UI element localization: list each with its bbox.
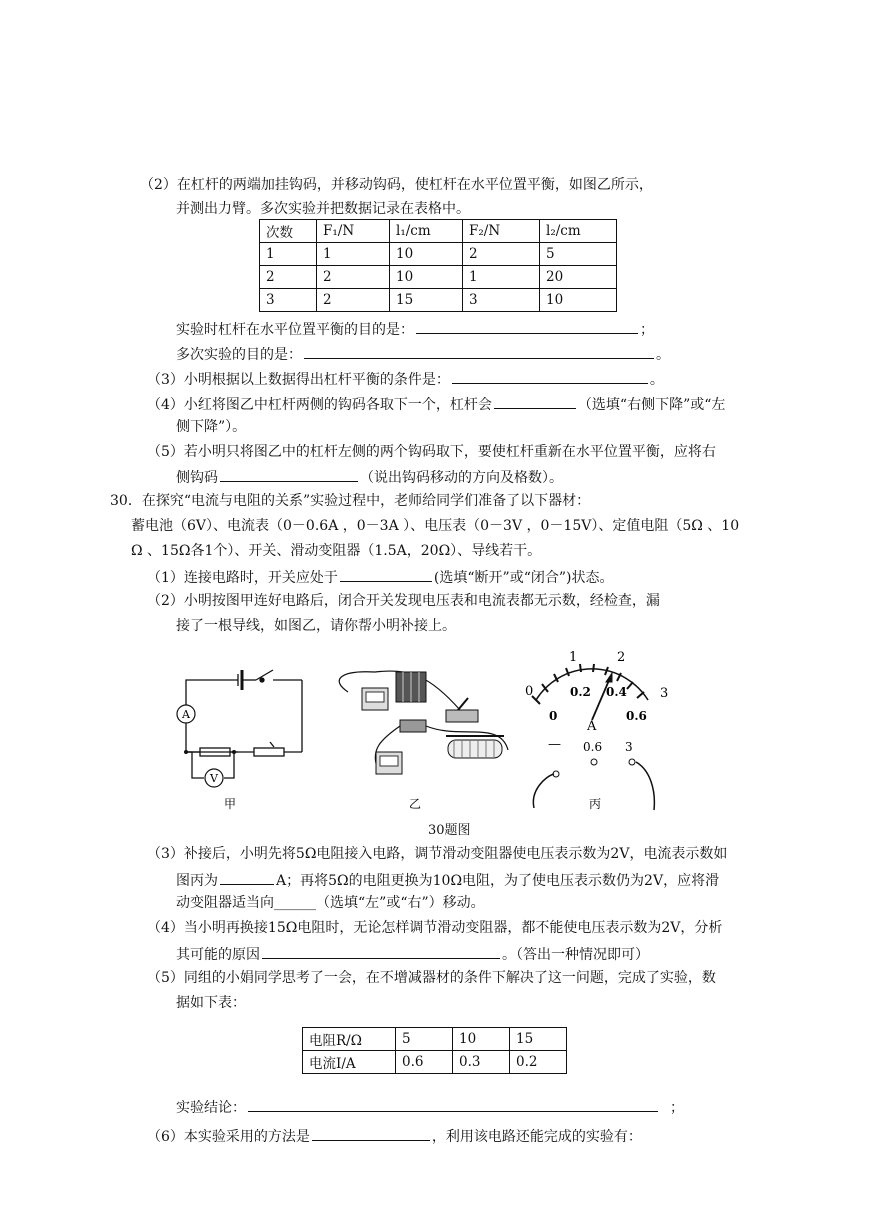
table-cell: 0.3 [453,1051,510,1074]
dial-top-scale-1: 1 [569,650,578,665]
table-cell: 10 [453,1028,510,1051]
table-header-cell: F₂/N [463,220,540,243]
table-cell: 10 [540,289,617,312]
q30-conclusion-label: 实验结论： [176,1100,246,1116]
punctuation: 。 [656,347,670,363]
q30-part6-text: （6）本实验采用的方法是 [147,1129,310,1145]
q29-part4-text: （选填“右侧下降”或“左 [577,397,726,413]
table-row [303,1051,567,1074]
junction-dot [184,750,188,754]
answer-blank[interactable] [248,1097,658,1112]
table-cell: 15 [390,289,463,312]
answer-blank[interactable] [220,870,274,885]
q29-part5-text: 侧钩码 [176,470,218,486]
table-row [260,243,617,266]
table-cell: 2 [463,243,540,266]
q30-part4-text: 。（答出一种情况即可） [502,947,649,963]
fig-label-bing: 丙 [588,797,602,811]
table-cell: 0.2 [510,1051,567,1074]
q29-part4-line2: 侧下降”）。 [176,419,247,435]
q30-part3-line1: （3）补接后，小明先将5Ω电阻接入电路，调节滑动变阻器使电压表示数为2V，电流表示数如 [147,846,728,862]
table-cell: 10 [390,266,463,289]
q29-aim-multi-label: 多次实验的目的是： [176,347,302,363]
q30-part4-text: 其可能的原因 [176,947,260,963]
q30-part4-line1: （4）当小明再换接15Ω电阻时，无论怎样调节滑动变阻器，都不能使电压表示数为2V，分析 [147,920,723,936]
table-cell: 电阻R/Ω [303,1028,396,1051]
q29-part2-line1: （2）在杠杆的两端加挂钩码，并移动钩码，使杠杆在水平位置平衡，如图乙所示， [140,177,653,193]
table-cell: 3 [463,289,540,312]
dial-top-scale-3: 3 [660,686,669,701]
table-cell: 20 [540,266,617,289]
answer-blank[interactable] [312,1126,430,1141]
table-cell: 2 [260,266,317,289]
table-header-cell: l₂/cm [540,220,617,243]
answer-blank[interactable] [304,344,654,359]
lever-data-table [259,219,617,312]
table-cell: 1 [463,266,540,289]
q30-part2-line2: 接了一根导线，如图乙，请你帮小明补接上。 [176,618,456,634]
q30-part1-text: (选填“断开”或“闭合”)状态。 [433,570,614,586]
q30-part3-text: A；再将5Ω的电阻更换为10Ω电阻，为了使电压表示数仍为2V，应将滑 [276,873,720,889]
dial-unit: A [587,719,597,734]
ammeter-label: A [182,708,190,721]
q29-part5-text: （说出钩码移动的方向及格数）。 [360,470,563,486]
fig-label-jia: 甲 [223,797,237,811]
table-cell: 1 [317,243,390,266]
terminal-negative: — [548,737,561,752]
voltmeter-label: V [210,772,218,785]
table-cell: 1 [260,243,317,266]
q30-part4-line2 [176,944,649,964]
table-cell: 2 [317,289,390,312]
q30-equipment-line2: Ω 、15Ω各1个）、开关、滑动变阻器（1.5A，20Ω）、导线若干。 [131,543,542,559]
table-cell: 电流I/A [303,1051,396,1074]
q29-part3 [147,369,664,389]
table-header-cell: l₁/cm [390,220,463,243]
q29-part4-text: （4）小红将图乙中杠杆两侧的钩码各取下一个，杠杆会 [147,397,492,413]
terminal-06: 0.6 [583,740,603,754]
table-cell: 0.6 [396,1051,453,1074]
q29-aim-balance-label: 实验时杠杆在水平位置平衡的目的是： [176,322,414,338]
figure-caption: 30题图 [428,823,471,838]
junction-dot [232,750,236,754]
apparatus-illustration-yi [339,671,508,774]
q29-part3-text: （3）小明根据以上数据得出杠杆平衡的条件是： [147,372,450,388]
table-header-cell: F₁/N [317,220,390,243]
q30-conclusion [176,1097,684,1117]
answer-blank[interactable] [262,944,500,959]
figures-30 [170,640,690,840]
q30-part6 [147,1126,642,1146]
answer-blank[interactable] [220,467,358,482]
q30-part5-line1: （5）同组的小娟同学思考了一会，在不增减器材的条件下解决了这一问题，完成了实验，数 [147,970,716,986]
q29-part4 [147,394,725,414]
q30-part2-line1: （2）小明按图甲连好电路后，闭合开关发现电压表和电流表都无示数，经检查，漏 [147,593,660,609]
dial-bottom-scale-0: 0 [549,709,558,723]
table-cell: 15 [510,1028,567,1051]
table-cell: 3 [260,289,317,312]
q30-equipment-line1: 蓄电池（6V）、电流表（0－0.6A ，0－3A ）、电压表（0－3V ，0－15V）、定值电阻（5Ω 、10 [131,518,740,534]
answer-blank[interactable] [340,567,432,582]
answer-blank[interactable] [416,319,638,334]
punctuation: ； [640,322,654,338]
q30-part1-text: （1）连接电路时，开关应处于 [147,570,338,586]
table-cell: 5 [540,243,617,266]
circuit-diagram-jia [186,670,302,778]
q30-part5-line2: 据如下表： [176,995,246,1011]
dial-top-scale-0: 0 [525,684,534,699]
answer-blank[interactable] [494,394,576,409]
answer-blank[interactable] [452,369,648,384]
q29-aim-multi [176,344,670,364]
q29-aim-balance [176,319,654,339]
resistance-current-table [302,1027,567,1074]
q30-part3-line2 [176,870,719,890]
table-header-row [260,220,617,243]
table-header-cell: 次数 [260,220,317,243]
punctuation: ； [670,1100,684,1116]
dial-top-scale-2: 2 [617,650,626,665]
table-cell: 2 [317,266,390,289]
table-row [260,266,617,289]
table-row [303,1028,567,1051]
q29-part5-line2 [176,467,563,487]
q30-part1 [147,567,613,587]
dial-bottom-scale-02: 0.2 [570,685,591,699]
terminal-3: 3 [625,740,633,754]
table-cell: 10 [390,243,463,266]
punctuation: 。 [649,372,664,388]
q30-part6-text: ，利用该电路还能完成的实验有： [431,1129,642,1145]
q29-part2-line2: 并测出力臂。多次实验并把数据记录在表格中。 [176,201,470,217]
q29-part5-line1: （5）若小明只将图乙中的杠杆左侧的两个钩码取下，要使杠杆重新在水平位置平衡，应将右 [147,444,716,460]
table-cell: 5 [396,1028,453,1051]
q30-title: 30．在探究“电流与电阻的关系”实验过程中，老师给同学们准备了以下器材： [110,493,591,509]
fig-label-yi: 乙 [408,797,422,811]
q30-part3-line3: 动变阻器适当向______（选填“左”或“右”）移动。 [176,895,485,911]
table-row [260,289,617,312]
dial-bottom-scale-06: 0.6 [626,709,647,723]
dial-bottom-scale-04: 0.4 [606,685,627,699]
q30-part3-text: 图丙为 [176,873,218,889]
